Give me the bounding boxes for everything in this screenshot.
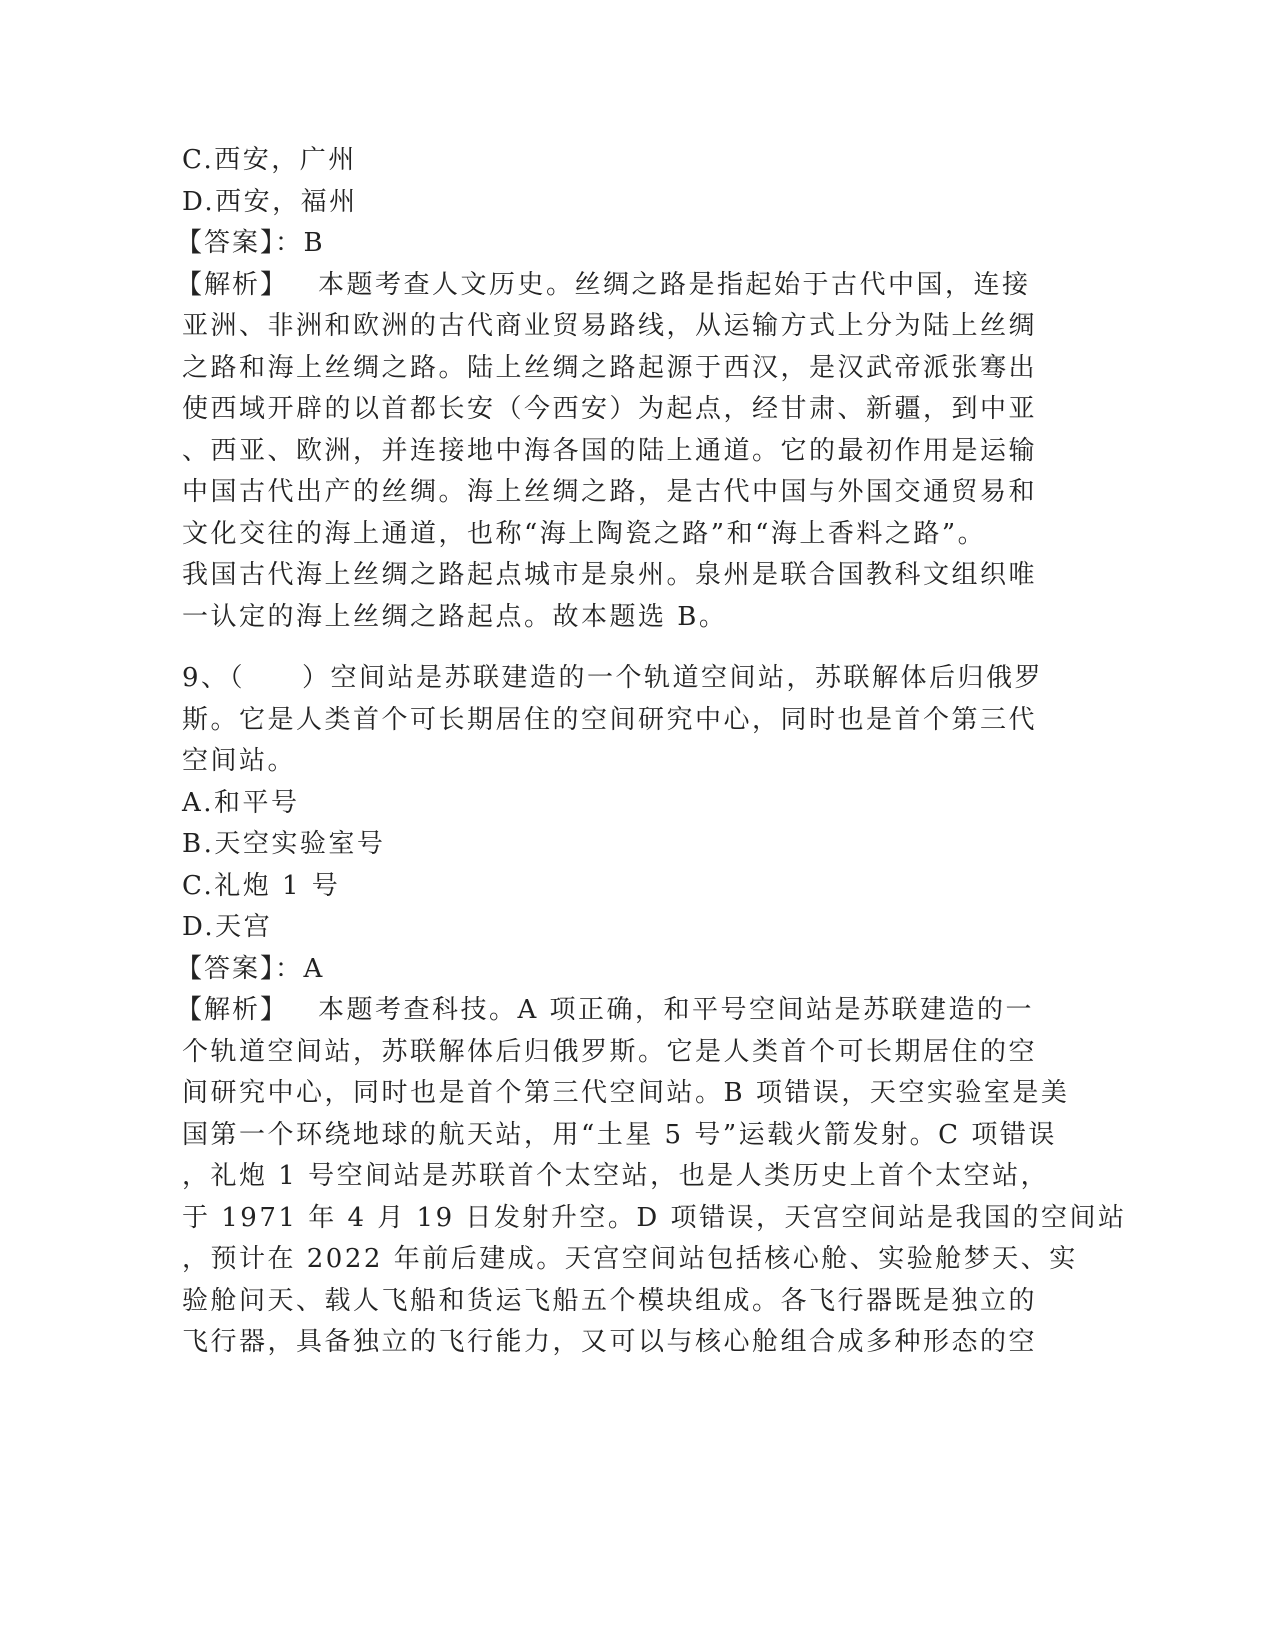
answer-label: 【答案】 [176,228,276,258]
q9-option-a: A.和平号 [182,787,300,818]
analysis-label: 【解析】 [176,269,289,300]
q9-answer [176,949,1082,991]
analysis-label: 【解析】 [176,995,289,1025]
document-page [176,140,1127,1364]
q9-analysis-line: 验舱问天、载人飞船和货运飞船五个模块组成。各飞行器既是独立的 [182,1285,1038,1316]
analysis-text: 本题考查人文历史。丝绸之路是指起始于古代中国，连接 [318,269,1031,300]
q9-option-d: D.天宫 [182,912,273,942]
q9-analysis-line: 于 1971 年 4 月 19 日发射升空。D 项错误，天宫空间站是我国的空间站 [182,1202,1127,1233]
q9-analysis-first-line [176,990,1082,1032]
q8-analysis-line: 一认定的海上丝绸之路起点。故本题选 B。 [182,601,728,632]
q8-analysis-line: 使西域开辟的以首都长安（今西安）为起点，经甘肃、新疆，到中亚 [182,394,1038,424]
analysis-text: 本题考查科技。A 项正确，和平号空间站是苏联建造的一 [318,995,1035,1025]
q9-analysis-line: ，礼炮 1 号空间站是苏联首个太空站，也是人类历史上首个太空站， [182,1161,1050,1191]
q9-analysis-line: 间研究中心，同时也是首个第三代空间站。B 项错误，天空实验室是美 [182,1078,1070,1108]
q8-option-d: D.西安，福州 [182,186,358,217]
q8-option-c: C.西安，广州 [182,145,357,175]
q8-analysis-line: 文化交往的海上通道，也称“海上陶瓷之路”和“海上香料之路”。 [182,518,987,549]
question-spacer [182,638,1082,658]
q9-analysis-line: 个轨道空间站，苏联解体后归俄罗斯。它是人类首个可长期居住的空 [182,1036,1038,1067]
q9-question-line: 空间站。 [182,746,297,776]
q9-question-line: 9、（ ）空间站是苏联建造的一个轨道空间站，苏联解体后归俄罗 [182,663,1044,693]
q9-analysis-line: ，预计在 2022 年前后建成。天宫空间站包括核心舱、实验舱梦天、实 [182,1244,1078,1274]
q9-question-line: 斯。它是人类首个可长期居住的空间研究中心，同时也是首个第三代 [182,704,1038,735]
answer-label: 【答案】 [176,953,276,984]
q8-analysis-line: 我国古代海上丝绸之路起点城市是泉州。泉州是联合国教科文组织唯 [182,560,1038,590]
q8-answer [176,223,1082,265]
q8-analysis-first-line [176,265,1082,307]
answer-value: ：A [275,953,325,984]
answer-value: ：B [275,228,326,258]
q8-analysis-line: 亚洲、非洲和欧洲的古代商业贸易路线，从运输方式上分为陆上丝绸 [182,311,1038,341]
q8-analysis-line: 、西亚、欧洲，并连接地中海各国的陆上通道。它的最初作用是运输 [182,435,1038,466]
q9-option-c: C.礼炮 1 号 [182,870,341,901]
q9-option-b: B.天空实验室号 [182,829,386,859]
q9-analysis-line: 飞行器，具备独立的飞行能力，又可以与核心舱组合成多种形态的空 [182,1327,1038,1357]
q8-analysis-line: 之路和海上丝绸之路。陆上丝绸之路起源于西汉，是汉武帝派张骞出 [182,352,1038,383]
q8-analysis-line: 中国古代出产的丝绸。海上丝绸之路，是古代中国与外国交通贸易和 [182,477,1038,507]
q9-analysis-line: 国第一个环绕地球的航天站，用“土星 5 号”运载火箭发射。C 项错误 [182,1119,1057,1150]
